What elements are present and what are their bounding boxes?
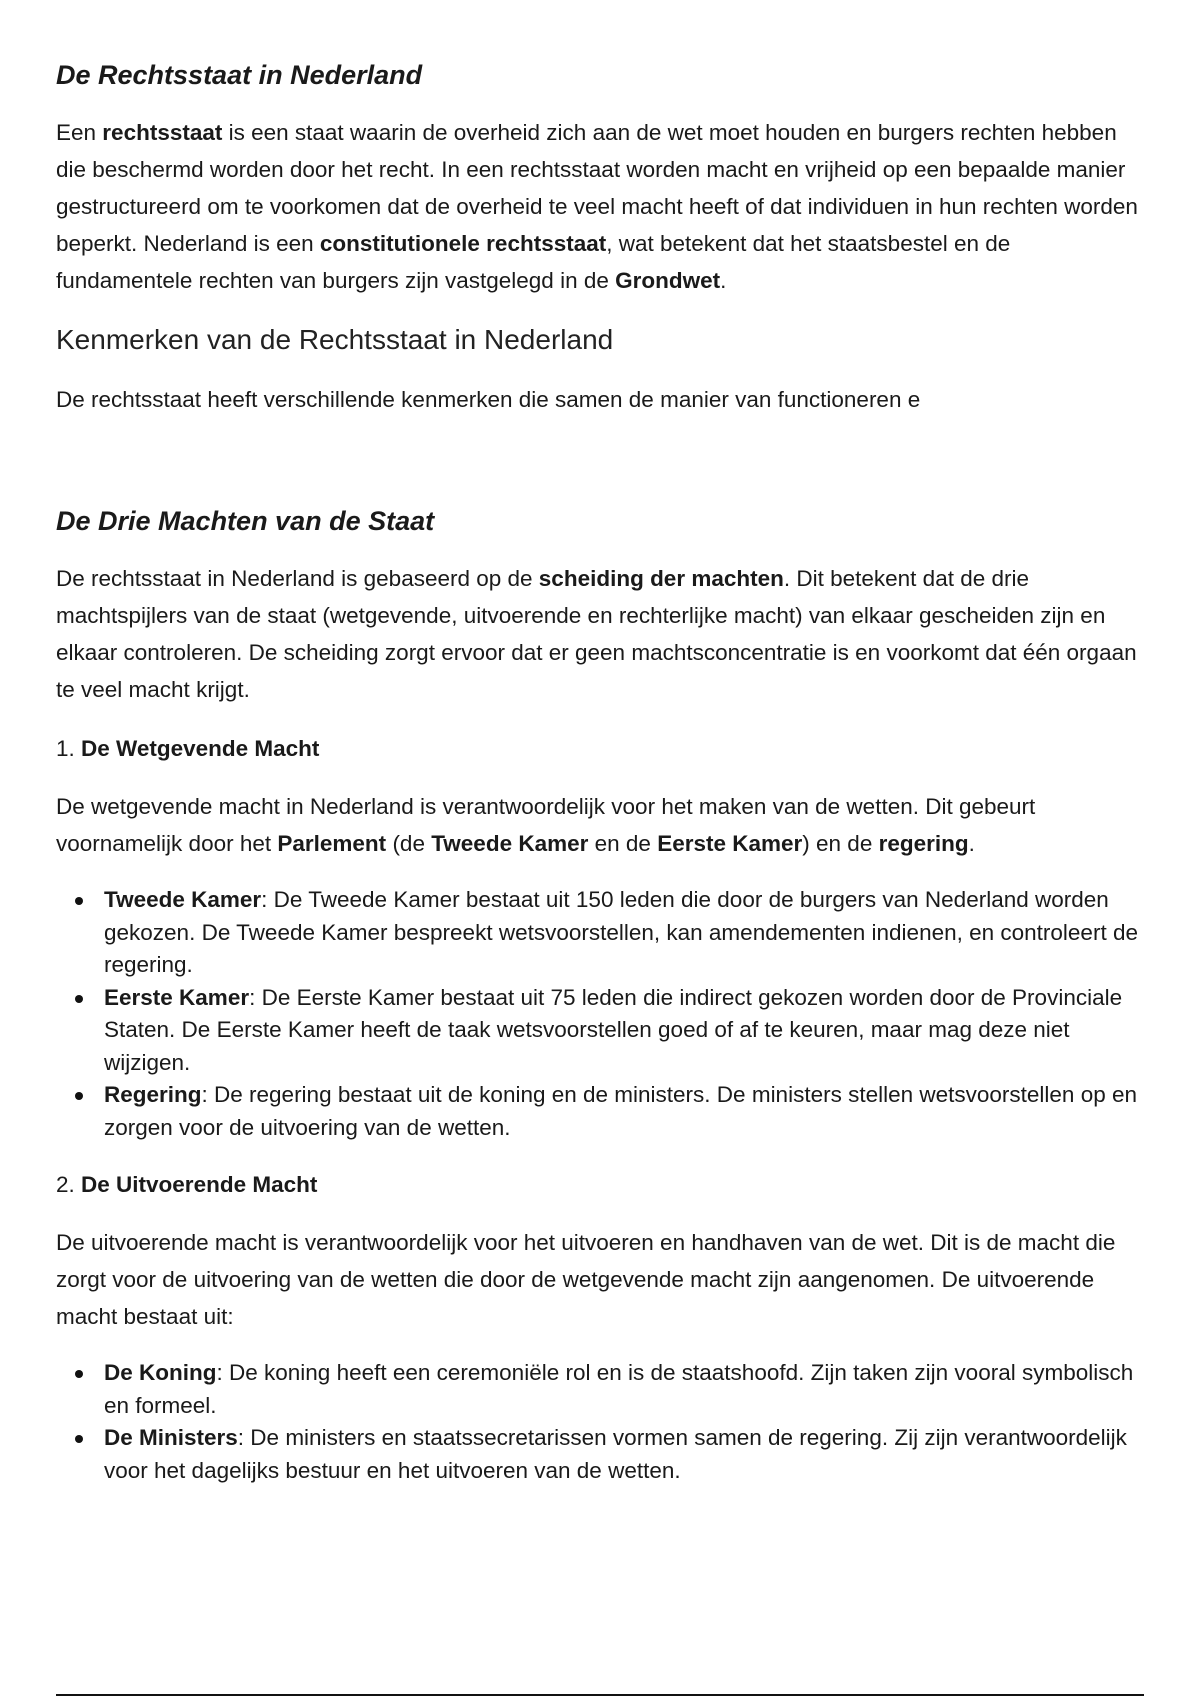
text-run: De wetgevende macht in Nederland is verantwoordelijk voor het maken van de wetten. Dit gebeurt voornamelijk door het <box>56 794 1036 856</box>
list-item-text: : De ministers en staatssecretarissen vormen samen de regering. Zij zijn verantwoordelijk voor het dagelijks bestuur en het uitvoeren van de wetten. <box>104 1425 1127 1483</box>
heading-label: De Uitvoerende Macht <box>81 1172 318 1197</box>
heading-label: De Wetgevende Macht <box>81 736 320 761</box>
list-item <box>104 884 1144 982</box>
bold-term: regering <box>878 831 969 856</box>
section-title-rechtsstaat: De Rechtsstaat in Nederland <box>56 60 423 90</box>
bullet-icon <box>75 1435 83 1443</box>
footer-divider <box>56 1694 1144 1696</box>
bold-term: constitutionele rechtsstaat <box>319 231 607 256</box>
text-run: en de <box>588 831 658 856</box>
list-item <box>104 1357 1144 1422</box>
bold-term: rechtsstaat <box>102 120 223 145</box>
list-item-term: Tweede Kamer <box>104 887 262 912</box>
bold-term: Tweede Kamer <box>431 831 589 856</box>
bullet-icon <box>75 995 83 1003</box>
power-heading-uitvoerende <box>56 1168 1144 1202</box>
text-run: . <box>968 831 975 856</box>
text-run: ) en de <box>802 831 879 856</box>
list-item-text: : De koning heeft een ceremoniële rol en is de staatshoofd. Zijn taken zijn vooral symbolisch en formeel. <box>104 1360 1134 1418</box>
bullet-icon <box>75 1370 83 1378</box>
list-item-text: : De Eerste Kamer bestaat uit 75 leden die indirect gekozen worden door de Provinciale Staten. De Eerste Kamer heeft de taak wetsvoorstellen goed of af te keuren, maar mag deze niet wijzigen. <box>104 984 1123 1075</box>
list-item-term: Eerste Kamer <box>104 984 250 1010</box>
spacer <box>56 418 1144 504</box>
list-item-term: Regering <box>104 1082 202 1107</box>
text-run: . Dit betekent dat de drie machtspijlers van de staat (wetgevende, uitvoerende en rechterlijke macht) van elkaar gescheiden zijn en elkaar controleren. De scheiding zorgt ervoor dat er geen machtsconcentratie is en voorkomt dat één orgaan te veel macht krijgt. <box>56 566 1137 702</box>
list-item <box>104 982 1144 1080</box>
list-item-term: De Koning <box>104 1360 217 1385</box>
list-item-text: : De regering bestaat uit de koning en de ministers. De ministers stellen wetsvoorstellen op en zorgen voor de uitvoering van de wetten. <box>104 1082 1138 1140</box>
power-heading-wetgevende <box>56 732 1144 766</box>
bold-term: Parlement <box>277 831 387 856</box>
text-run: De uitvoerende macht is verantwoordelijk voor het uitvoeren en handhaven van de wet. Dit is de macht die zorgt voor de uitvoering van de wetten die door de wetgevende macht zijn aangenomen. De uitvoerende macht bestaat uit: <box>56 1230 1116 1329</box>
list-item-term: De Ministers <box>104 1425 238 1450</box>
bold-term: Eerste Kamer <box>657 831 803 856</box>
heading-number: 2. <box>56 1172 75 1197</box>
text-run: . <box>720 268 727 293</box>
section-title-drie-machten: De Drie Machten van de Staat <box>56 506 435 536</box>
subheading-kenmerken: Kenmerken van de Rechtsstaat in Nederland <box>56 324 614 355</box>
list-item-text: : De Tweede Kamer bestaat uit 150 leden die door de burgers van Nederland worden gekozen. De Tweede Kamer bespreekt wetsvoorstellen, kan amendementen indienen, en controleert de regering. <box>104 887 1138 977</box>
bullet-icon <box>75 897 83 905</box>
heading-number: 1. <box>56 736 75 761</box>
wetgevende-paragraph <box>56 788 1144 862</box>
bold-term: Grondwet <box>615 268 721 293</box>
uitvoerende-list <box>56 1357 1144 1487</box>
wetgevende-list <box>56 884 1144 1144</box>
text-run: De rechtsstaat in Nederland is gebaseerd op de <box>56 566 539 591</box>
text-run: , wat betekent dat het staatsbestel en de fundamentele rechten van burgers zijn vastgelegd in de <box>56 231 1011 293</box>
text-run: is een staat waarin de overheid zich aan de wet moet houden en burgers rechten hebben die beschermd worden door het recht. In een rechtsstaat worden macht en vrijheid op een bepaalde manier gestructureerd om te voorkomen dat de overheid te veel macht heeft of dat individuen in hun rechten worden beperkt. Nederland is een <box>56 120 1138 256</box>
intro-paragraph <box>56 114 1144 299</box>
list-item <box>104 1079 1144 1144</box>
bullet-icon <box>75 1092 83 1100</box>
uitvoerende-paragraph <box>56 1224 1144 1335</box>
text-run: Een <box>56 120 103 145</box>
list-item <box>104 1422 1144 1487</box>
bold-term: scheiding der machten <box>538 566 784 591</box>
kenmerken-paragraph: De rechtsstaat heeft verschillende kenmerken die samen de manier van functioneren e <box>56 387 921 412</box>
drie-machten-paragraph <box>56 560 1144 708</box>
text-run: (de <box>386 831 432 856</box>
